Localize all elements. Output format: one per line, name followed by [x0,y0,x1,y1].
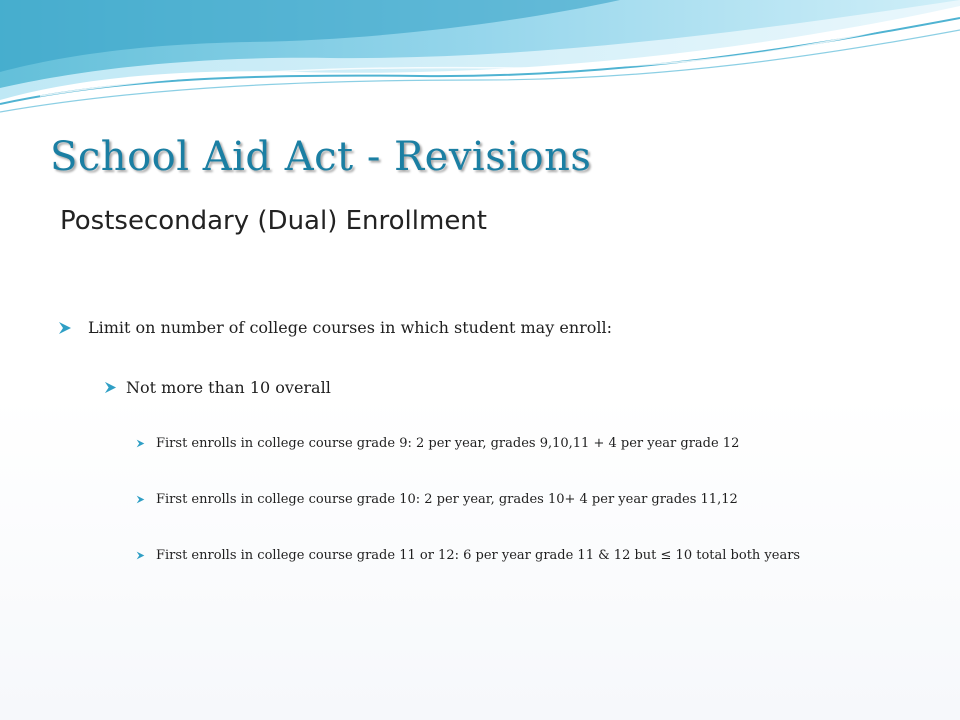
bullet-text: First enrolls in college course grade 11 or 12: 6 per year grade 11 & 12 but ≤ 10 total both years [156,548,801,563]
slide-subtitle: Postsecondary (Dual) Enrollment [60,206,487,236]
bullet-level3 [136,492,738,507]
arrow-bullet-icon [136,551,145,560]
bullet-text: First enrolls in college course grade 10: 2 per year, grades 10+ 4 per year grades 11,12 [156,492,738,507]
slide-title: School Aid Act - Revisions [50,134,592,180]
bullet-level1 [58,318,612,337]
bullet-text: Not more than 10 overall [126,378,331,397]
bullet-text: Limit on number of college courses in which student may enroll: [88,318,613,337]
header-wave-decoration [0,0,960,120]
bullet-level2 [104,378,331,397]
arrow-bullet-icon [136,495,145,504]
arrow-bullet-icon [58,321,72,335]
bullet-level3 [136,436,739,451]
arrow-bullet-icon [136,439,145,448]
bullet-text: First enrolls in college course grade 9: 2 per year, grades 9,10,11 + 4 per year grade 12 [156,436,740,451]
arrow-bullet-icon [104,381,117,394]
bullet-level3 [136,548,800,563]
